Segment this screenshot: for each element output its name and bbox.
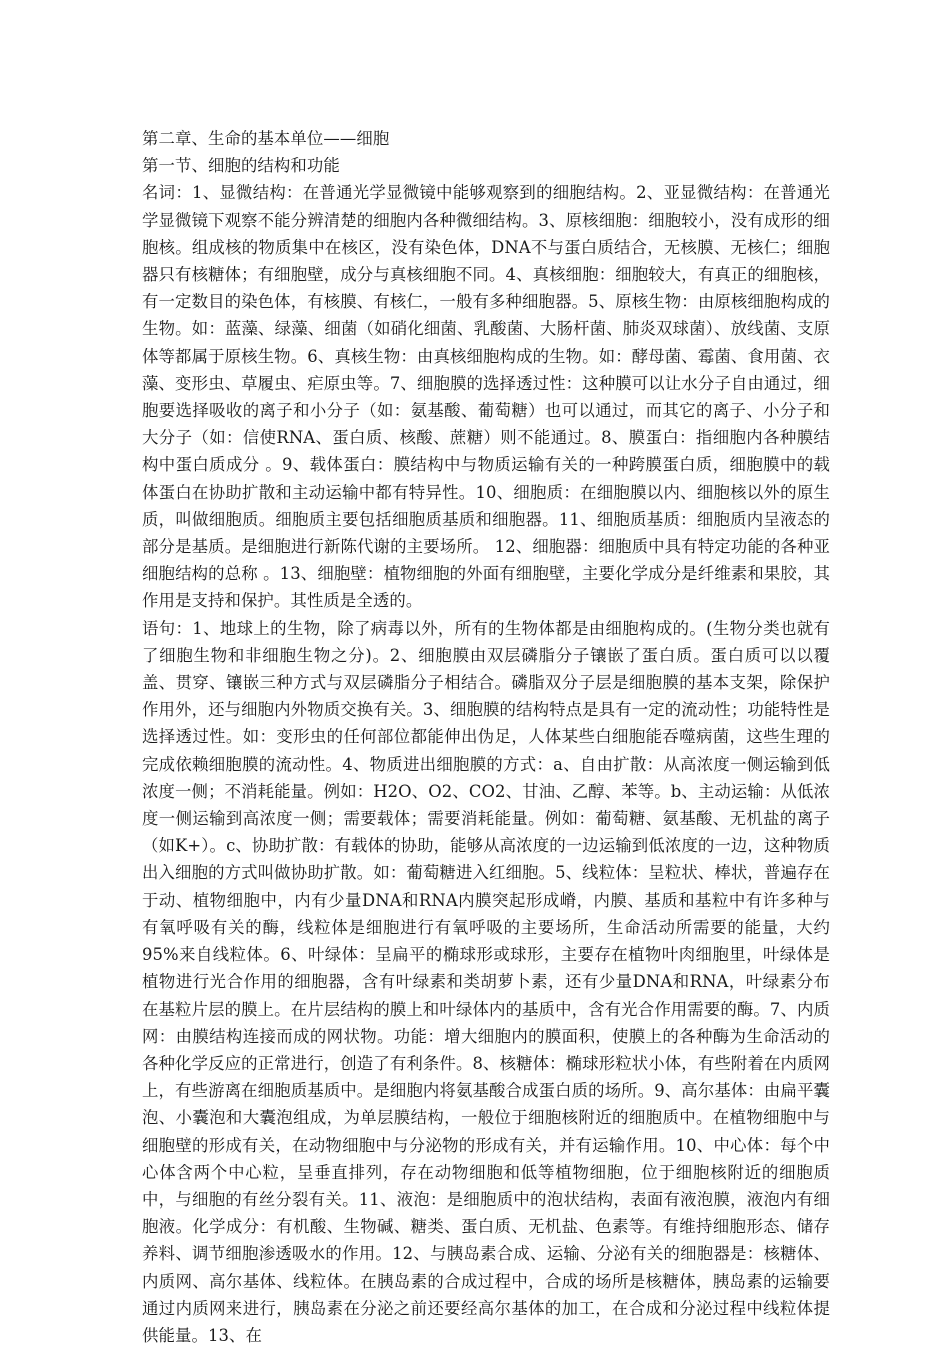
- sentences-paragraph: 语句：1、地球上的生物，除了病毒以外，所有的生物体都是由细胞构成的。(生物分类也就有了细胞生物和非细胞生物之分)。2、细胞膜由双层磷脂分子镶嵌了蛋白质。蛋白质可以以覆盖、贯穿、镶嵌三种方式与双层磷脂分子相结合。磷脂双分子层是细胞膜的基本支架，除保护作用外，还与细胞内外物质交换有关。3、细胞膜的结构特点是具有一定的流动性；功能特性是选择透过性。如：变形虫的任何部位都能伸出伪足，人体某些白细胞能吞噬病菌，这些生理的完成依赖细胞膜的流动性。4、物质进出细胞膜的方式：a、自由扩散：从高浓度一侧运输到低浓度一侧；不消耗能量。例如：H2O、O2、CO2、甘油、乙醇、苯等。b、主动运输：从低浓度一侧运输到高浓度一侧；需要载体；需要消耗能量。例如：葡萄糖、氨基酸、无机盐的离子（如K+）。c、协助扩散：有载体的协助，能够从高浓度的一边运输到低浓度的一边，这种物质出入细胞的方式叫做协助扩散。如：葡萄糖进入红细胞。5、线粒体：呈粒状、棒状，普遍存在于动、植物细胞中，内有少量DNA和RNA内膜突起形成嵴，内膜、基质和基粒中有许多种与有氧呼吸有关的酶，线粒体是细胞进行有氧呼吸的主要场所，生命活动所需要的能量，大约95%来自线粒体。6、叶绿体：呈扁平的椭球形或球形，主要存在植物叶肉细胞里，叶绿体是植物进行光合作用的细胞器，含有叶绿素和类胡萝卜素，还有少量DNA和RNA，叶绿素分布在基粒片层的膜上。在片层结构的膜上和叶绿体内的基质中，含有光合作用需要的酶。7、内质网：由膜结构连接而成的网状物。功能：增大细胞内的膜面积，使膜上的各种酶为生命活动的各种化学反应的正常进行，创造了有利条件。8、核糖体：椭球形粒状小体，有些附着在内质网上，有些游离在细胞质基质中。是细胞内将氨基酸合成蛋白质的场所。9、高尔基体：由扁平囊泡、小囊泡和大囊泡组成，为单层膜结构，一般位于细胞核附近的细胞质中。在植物细胞中与细胞壁的形成有关，在动物细胞中与分泌物的形成有关，并有运输作用。10、中心体：每个中心体含两个中心粒，呈垂直排列，存在动物细胞和低等植物细胞，位于细胞核附近的细胞质中，与细胞的有丝分裂有关。11、液泡：是细胞质中的泡状结构，表面有液泡膜，液泡内有细胞液。化学成分：有机酸、生物碱、糖类、蛋白质、无机盐、色素等。有维持细胞形态、储存养料、调节细胞渗透吸水的作用。12、与胰岛素合成、运输、分泌有关的细胞器是：核糖体、内质网、高尔基体、线粒体。在胰岛素的合成过程中，合成的场所是核糖体，胰岛素的运输要通过内质网来进行，胰岛素在分泌之前还要经高尔基体的加工，在合成和分泌过程中线粒体提供能量。13、在: [142, 618, 830, 1345]
- terms-paragraph: 名词：1、显微结构：在普通光学显微镜中能够观察到的细胞结构。2、亚显微结构：在普通光学显微镜下观察不能分辨清楚的细胞内各种微细结构。3、原核细胞：细胞较小，没有成形的细胞核。组成核的物质集中在核区，没有染色体，DNA不与蛋白质结合，无核膜、无核仁；细胞器只有核糖体；有细胞壁，成分与真核细胞不同。4、真核细胞：细胞较大，有真正的细胞核，有一定数目的染色体，有核膜、有核仁，一般有多种细胞器。5、原核生物：由原核细胞构成的生物。如：蓝藻、绿藻、细菌（如硝化细菌、乳酸菌、大肠杆菌、肺炎双球菌）、放线菌、支原体等都属于原核生物。6、真核生物：由真核细胞构成的生物。如：酵母菌、霉菌、食用菌、衣藻、变形虫、草履虫、疟原虫等。7、细胞膜的选择透过性：这种膜可以让水分子自由通过，细胞要选择吸收的离子和小分子（如：氨基酸、葡萄糖）也可以通过，而其它的离子、小分子和大分子（如：信使RNA、蛋白质、核酸、蔗糖）则不能通过。8、膜蛋白：指细胞内各种膜结构中蛋白质成分 。9、载体蛋白：膜结构中与物质运输有关的一种跨膜蛋白质，细胞膜中的载体蛋白在协助扩散和主动运输中都有特异性。10、细胞质：在细胞膜以内、细胞核以外的原生质，叫做细胞质。细胞质主要包括细胞质基质和细胞器。11、细胞质基质：细胞质内呈液态的部分是基质。是细胞进行新陈代谢的主要场所。 12、细胞器：细胞质中具有特定功能的各种亚细胞结构的总称 。13、细胞壁：植物细胞的外面有细胞壁，主要化学成分是纤维素和果胶，其作用是支持和保护。其性质是全透的。: [142, 183, 830, 611]
- chapter-title: 第二章、生命的基本单位——细胞: [142, 129, 390, 148]
- section-title: 第一节、细胞的结构和功能: [142, 156, 340, 176]
- document-body: [142, 125, 830, 1349]
